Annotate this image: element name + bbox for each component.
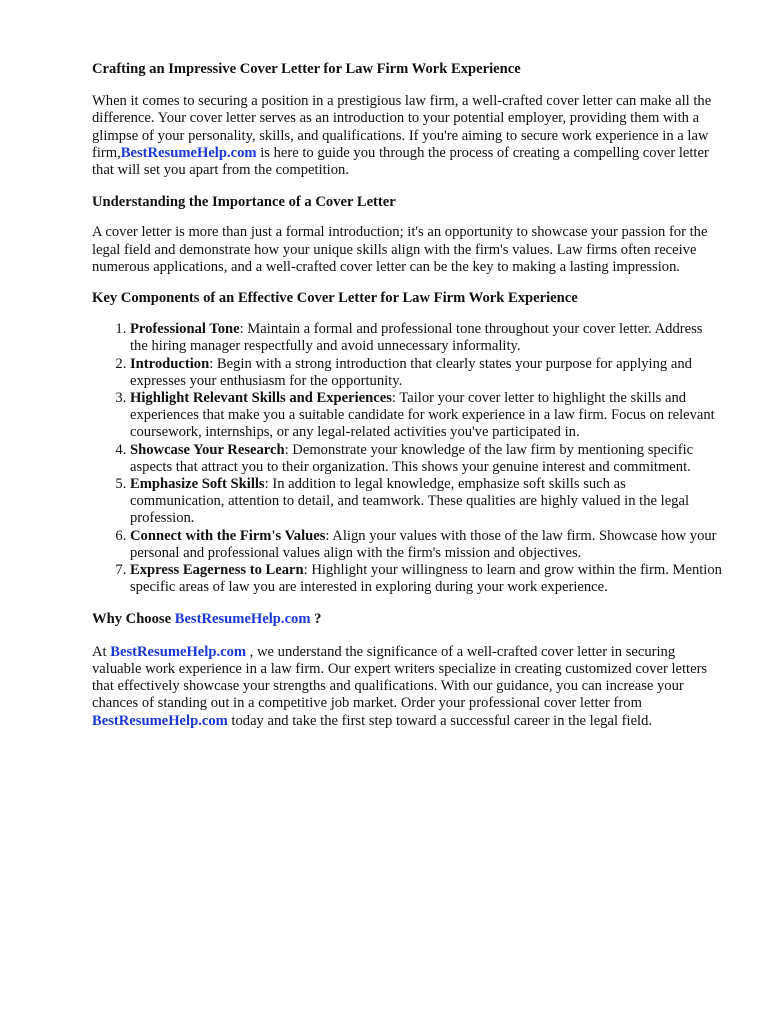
list-item-label: Showcase Your Research xyxy=(130,441,285,458)
intro-bestresumehelp-link[interactable]: BestResumeHelp.com xyxy=(120,144,257,161)
why-para-middle: , we understand the significance of a well-crafted cover letter in securing valuable work experience in a law firm. Our expert writers specialize in creating customized cover letters that effectively showcase your strengths and qualifications. With our guidance, you can increase your chances of standing out in a competitive job market. Order your professional cover letter from xyxy=(92,643,708,712)
why-heading-text: Why Choose xyxy=(92,611,175,628)
list-item xyxy=(130,390,722,442)
intro-paragraph xyxy=(92,93,722,179)
why-para-end: today and take the first step toward a successful career in the legal field. xyxy=(227,712,653,729)
list-item xyxy=(130,442,722,476)
list-item-label: Professional Tone xyxy=(130,321,240,338)
components-list xyxy=(92,321,722,596)
section-importance-heading: Understanding the Importance of a Cover Letter xyxy=(92,194,396,211)
why-para-bestresumehelp-link-1[interactable]: BestResumeHelp.com xyxy=(110,643,247,660)
list-item-text: : Begin with a strong introduction that clearly states your purpose for applying and expresses your enthusiasm for the opportunity. xyxy=(130,355,692,389)
intro-text-after-link: is here to guide you through the process of creating a compelling cover letter that will set you apart from the competition. xyxy=(92,144,709,179)
why-choose-paragraph xyxy=(92,644,722,730)
list-item xyxy=(130,321,722,355)
list-item-label: Emphasize Soft Skills xyxy=(130,476,265,493)
intro-text-before-link: When it comes to securing a position in a prestigious law firm, a well-crafted cover letter can make all the difference. Your cover letter serves as an introduction to your potential employer, providing them with a glimpse of your personality, skills, and qualifications. If you're aiming to secure work experience in a law firm, xyxy=(92,93,712,161)
list-item xyxy=(130,476,722,528)
section-why-choose-heading xyxy=(92,611,722,628)
list-item-label: Express Eagerness to Learn xyxy=(130,562,304,579)
why-para-start: At xyxy=(92,643,111,660)
section-components-heading: Key Components of an Effective Cover Letter for Law Firm Work Experience xyxy=(92,290,578,307)
list-item xyxy=(130,356,722,390)
document-title: Crafting an Impressive Cover Letter for Law Firm Work Experience xyxy=(92,61,521,77)
list-item-label: Connect with the Firm's Values xyxy=(130,527,326,544)
why-heading-suffix: ? xyxy=(310,611,322,628)
list-item xyxy=(130,528,722,562)
list-item xyxy=(130,562,722,596)
list-item-text: : Maintain a formal and professional tone throughout your cover letter. Address the hiring manager respectfully and avoid unnecessary informality. xyxy=(130,321,703,355)
section-importance-paragraph: A cover letter is more than just a formal introduction; it's an opportunity to showcase your passion for the legal field and demonstrate how your unique skills align with the firm's values. Law firms often receive numerous applications, and a well-crafted cover letter can be the key to making a lasting impression. xyxy=(92,224,708,275)
list-item-text: : Demonstrate your knowledge of the law firm by mentioning specific aspects that attract you to their organization. This shows your genuine interest and commitment. xyxy=(130,441,694,475)
list-item-text: : Align your values with those of the law firm. Showcase how your personal and professional values align with the firm's mission and objectives. xyxy=(130,527,717,561)
list-item-label: Highlight Relevant Skills and Experiences xyxy=(130,390,392,407)
list-item-text: : Highlight your willingness to learn and grow within the firm. Mention specific areas of law you are interested in exploring during your work experience. xyxy=(130,562,722,596)
why-heading-bestresumehelp-link[interactable]: BestResumeHelp.com xyxy=(174,611,311,628)
why-para-bestresumehelp-link-2[interactable]: BestResumeHelp.com xyxy=(92,712,228,729)
list-item-label: Introduction xyxy=(130,355,210,372)
list-item-text: : In addition to legal knowledge, emphasize soft skills such as communication, attention to detail, and teamwork. These qualities are highly valued in the legal profession. xyxy=(130,476,689,527)
list-item-text: : Tailor your cover letter to highlight the skills and experiences that make you a suitable candidate for work experience in a law firm. Focus on relevant coursework, internships, or any legal-related activities you've participated in. xyxy=(130,390,715,441)
